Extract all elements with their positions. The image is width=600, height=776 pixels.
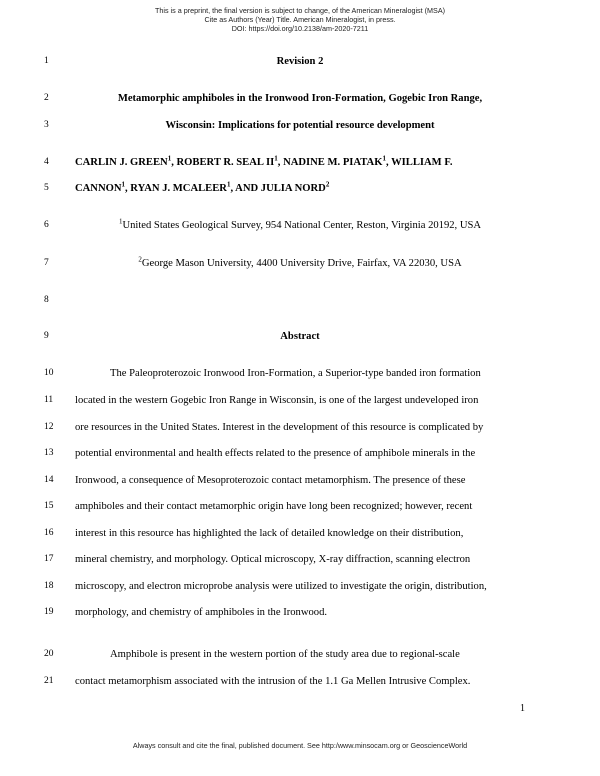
line-number: 18 bbox=[44, 581, 54, 591]
author-separator: , bbox=[125, 183, 131, 194]
affiliation-text: United States Geological Survey, 954 National Center, Reston, Virginia 20192, USA bbox=[122, 220, 482, 231]
line-number: 16 bbox=[44, 528, 54, 538]
author-separator: , bbox=[277, 157, 284, 168]
author-name-second-part: CANNON bbox=[75, 183, 122, 194]
author-list-line-1 bbox=[75, 156, 452, 169]
page-number: 1 bbox=[520, 703, 525, 714]
line-number: 14 bbox=[44, 475, 54, 485]
line-number: 1 bbox=[44, 56, 49, 66]
abstract-line: amphiboles and their contact metamorphic origin have long been recognized; however, recent bbox=[75, 501, 473, 512]
line-number: 7 bbox=[44, 258, 49, 268]
footer-notice: Always consult and cite the final, published document. See http:/www.minsocam.org or GeoscienceWorld bbox=[132, 741, 468, 750]
line-number: 17 bbox=[44, 554, 54, 564]
line-number: 21 bbox=[44, 676, 54, 686]
affiliation-sup: 1 bbox=[274, 154, 278, 163]
abstract-line: interest in this resource has highlighted the lack of detailed knowledge on their distribution, bbox=[75, 528, 464, 539]
line-number: 19 bbox=[44, 607, 54, 617]
affiliation-sup: 1 bbox=[167, 154, 172, 163]
author-name: CARLIN J. GREEN bbox=[75, 157, 168, 168]
abstract-line: morphology, and chemistry of amphiboles in the Ironwood. bbox=[75, 607, 328, 618]
citation-notice: Cite as Authors (Year) Title. American Mineralogist, in press. bbox=[204, 15, 396, 24]
author-name: NADINE M. PIATAK bbox=[283, 157, 383, 168]
line-number: 3 bbox=[44, 120, 49, 130]
revision-label: Revision 2 bbox=[276, 56, 324, 67]
line-number: 9 bbox=[44, 331, 49, 341]
line-number: 20 bbox=[44, 649, 54, 659]
line-number: 4 bbox=[44, 157, 49, 167]
abstract-line: The Paleoproterozoic Ironwood Iron-Formation, a Superior-type banded iron formation bbox=[110, 368, 481, 379]
author-list-line-2 bbox=[75, 182, 329, 195]
affiliation-sup: 2 bbox=[325, 180, 330, 189]
author-separator: , AND bbox=[230, 183, 261, 194]
author-name: ROBERT R. SEAL II bbox=[176, 157, 275, 168]
line-number: 8 bbox=[44, 295, 49, 305]
line-number: 2 bbox=[44, 93, 49, 103]
paper-title-line-1: Metamorphic amphiboles in the Ironwood Iron-Formation, Gogebic Iron Range, bbox=[117, 93, 483, 104]
body-line: contact metamorphism associated with the intrusion of the 1.1 Ga Mellen Intrusive Complex. bbox=[75, 676, 471, 687]
abstract-line: microscopy, and electron microprobe analysis were utilized to investigate the origin, distribution, bbox=[75, 581, 487, 592]
line-number: 10 bbox=[44, 368, 54, 378]
affiliation-sup: 1 bbox=[226, 180, 231, 189]
line-number: 15 bbox=[44, 501, 54, 511]
abstract-line: potential environmental and health effects related to the presence of amphibole minerals in the bbox=[75, 448, 476, 459]
line-number: 11 bbox=[44, 395, 54, 405]
preprint-notice: This is a preprint, the final version is subject to change, of the American Mineralogist (MSA) bbox=[154, 6, 446, 15]
author-name: RYAN J. MCALEER bbox=[130, 183, 227, 194]
affiliation-sup: 2 bbox=[138, 255, 142, 264]
abstract-line: ore resources in the United States. Interest in the development of this resource is complicated by bbox=[75, 422, 484, 433]
line-number: 5 bbox=[44, 183, 49, 193]
affiliation-sup: 1 bbox=[118, 217, 123, 226]
abstract-line: located in the western Gogebic Iron Range in Wisconsin, is one of the largest undeveloped iron bbox=[75, 395, 479, 406]
affiliation-2 bbox=[75, 257, 525, 270]
affiliation-1 bbox=[75, 219, 525, 232]
author-separator: , bbox=[385, 157, 392, 168]
line-number: 13 bbox=[44, 448, 54, 458]
affiliation-sup: 1 bbox=[121, 180, 125, 189]
affiliation-sup: 1 bbox=[382, 154, 386, 163]
line-number: 6 bbox=[44, 220, 49, 230]
affiliation-text: George Mason University, 4400 University Drive, Fairfax, VA 22030, USA bbox=[141, 258, 462, 269]
author-separator: , bbox=[171, 157, 177, 168]
doi-link[interactable]: DOI: https://doi.org/10.2138/am-2020-7211 bbox=[231, 24, 369, 33]
author-name: JULIA NORD bbox=[260, 183, 326, 194]
author-name-first-part: WILLIAM F. bbox=[391, 157, 453, 168]
abstract-line: Ironwood, a consequence of Mesoproterozoic contact metamorphism. The presence of these bbox=[75, 475, 466, 486]
paper-title-line-2: Wisconsin: Implications for potential resource development bbox=[165, 120, 435, 131]
abstract-heading: Abstract bbox=[280, 331, 320, 342]
body-line: Amphibole is present in the western portion of the study area due to regional-scale bbox=[110, 649, 460, 660]
abstract-line: mineral chemistry, and morphology. Optical microscopy, X-ray diffraction, scanning electron bbox=[75, 554, 471, 565]
line-number: 12 bbox=[44, 422, 54, 432]
